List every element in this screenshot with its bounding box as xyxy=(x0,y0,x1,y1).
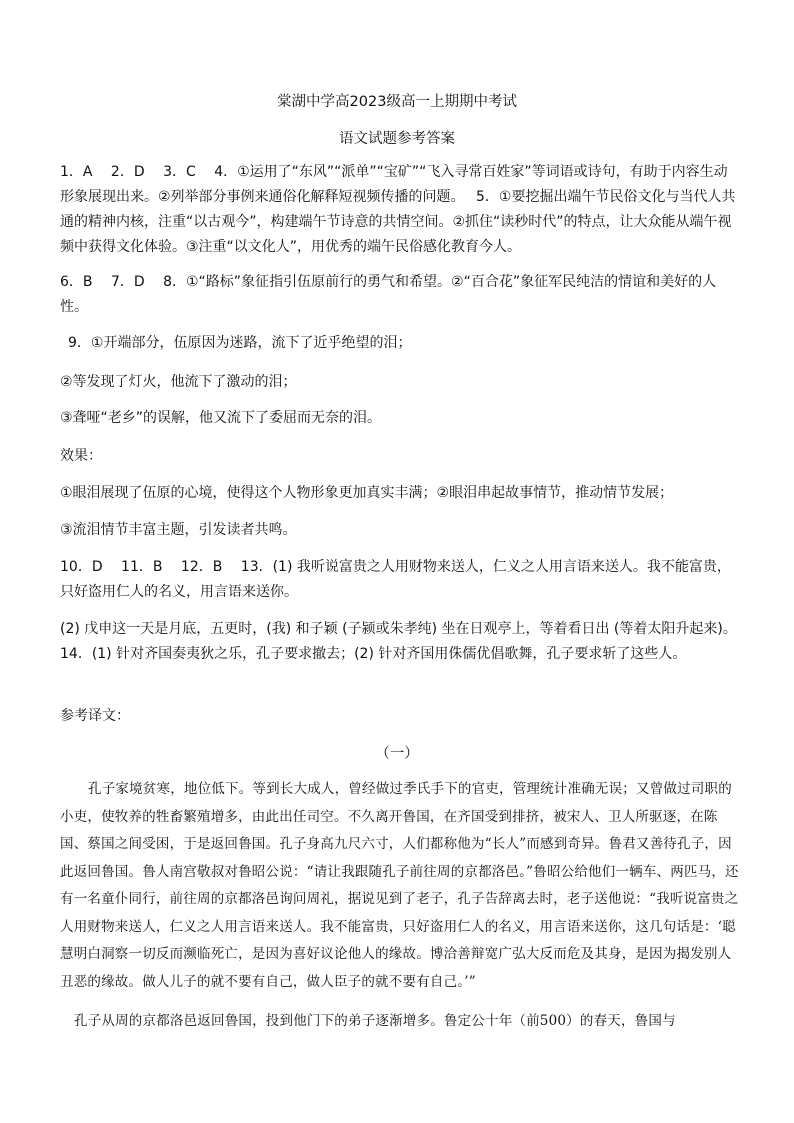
page-title: 棠湖中学高2023级高一上期期中考试 xyxy=(277,94,517,110)
answer-9-point-2: ②等发现了灯火，他流下了激动的泪； xyxy=(60,374,297,390)
effect-point-2: ③流泪情节丰富主题，引发读者共鸣。 xyxy=(60,522,297,538)
section-title: （一） xyxy=(375,746,419,762)
page-subtitle: 语文试题参考答案 xyxy=(339,131,455,147)
answers-6-8: 6．B 7．D 8．①“路标”象征指引伍原前行的勇气和希望。②“百合花”象征军民纯洁的情谊和美好的人性。 xyxy=(60,274,717,315)
answers-10-13: 10．D 11．B 12．B 13．(1) 我听说富贵之人用财物来送人，仁义之人用言语来送人。我不能富贵，只好盗用仁人的名义，用言语来送你。 xyxy=(60,559,731,600)
answer-9-point-1: 9．①开端部分，伍原因为迷路，流下了近乎绝望的泪； xyxy=(68,335,412,351)
effect-label: 效果： xyxy=(60,448,102,464)
translation-paragraph-1: 孔子家境贫寒，地位低下。等到长大成人，曾经做过季氏手下的官吏，管理统计准确无误；又曾做过司职的小吏，使牧养的牲畜繁殖增多，由此出任司空。不久离开鲁国，在齐国受到排挤，被宋人、卫人所驱逐，在陈国、蔡国之间受困，于是返回鲁国。孔子身高九尺六寸，人们都称他为“长人”而感到奇异。鲁君又善待孔子，因此返回鲁国。鲁人南宫敬叔对鲁昭公说：“请让我跟随孔子前往周的京都洛邑。”鲁昭公给他们一辆车、两匹马，还有一名童仆同行，前往周的京都洛邑询问周礼，据说见到了老子，孔子告辞离去时，老子送他说：“我听说富贵之人用财物来送人，仁义之人用言语来送人。我不能富贵，只好盗用仁人的名义，用言语来送你，这几句话是：‘聪慧明白洞察一切反而濒临死亡，是因为喜好议论他人的缘故。博洽善辩宽广弘大反而危及其身，是因为揭发别人丑恶的缘故。做人儿子的就不要有自己，做人臣子的就不要有自己。’” xyxy=(60,781,739,990)
answers-1-5: 1．A 2．D 3．C 4．①运用了“东风”“派单”“宝矿”“飞入寻常百姓家”等词语或诗句，有助于内容生动形象展现出来。②列举部分事例来通俗化解释短视频传播的问题。 5．①要挖掘出端午节民俗文化与当代人共通的精神内核，注重“以古观今”，构建端午节诗意的共情空间。②抓住“读秒时代”的特点，让大众能从端午视频中获得文化体验。③注重“以文化人”，用优秀的端午民俗感化教育今人。 xyxy=(60,164,736,255)
effect-point-1: ①眼泪展现了伍原的心境，使得这个人物形象更加真实丰满；②眼泪串起故事情节，推动情节发展； xyxy=(60,485,674,501)
answer-9-point-3: ③聋哑“老乡”的误解，他又流下了委屈而无奈的泪。 xyxy=(60,410,382,426)
translation-paragraph-2: 孔子从周的京都洛邑返回鲁国，投到他门下的弟子逐渐增多。鲁定公十年（前500）的春天，鲁国与 xyxy=(74,1013,676,1029)
translation-label: 参考译文： xyxy=(60,708,130,724)
answers-13-14: (2) 戊申这一天是月底，五更时，(我) 和子颖 (子颍或朱孝纯) 坐在日观亭上，等着看日出 (等着太阳升起来)。 14．(1) 针对齐国奏夷狄之乐，孔子要求撤去；(2) 针对齐国用侏儒优倡歌舞，孔子要求斩了这些人。 xyxy=(60,621,749,662)
